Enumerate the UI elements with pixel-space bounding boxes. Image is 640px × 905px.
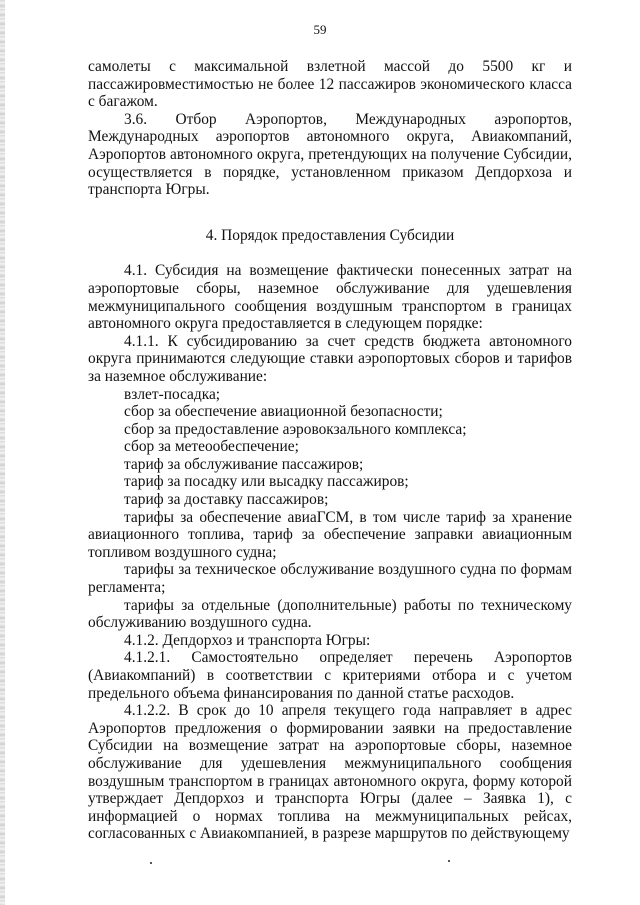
document-body: [88, 58, 572, 843]
paragraph-4-1-1: 4.1.1. К субсидированию за счет средств бюджета автономного округа принимаются следующие ставки аэропортовых сборов и тарифов за наземное обслуживание:: [88, 332, 572, 385]
paragraph-4-1-2-1: 4.1.2.1. Самостоятельно определяет перечень Аэропортов (Авиакомпаний) в соответствии с критериями отбора и с учетом предельного объема финансирования по данной статье расходов.: [88, 649, 572, 702]
list-item-long: тарифы за техническое обслуживание воздушного судна по формам регламента;: [88, 561, 572, 597]
list-item: сбор за метеообеспечение;: [124, 438, 299, 456]
scan-speck: [448, 860, 450, 862]
scan-speck: [150, 862, 152, 864]
list-item: сбор за предоставление аэровокзального комплекса;: [124, 420, 467, 438]
list-item: тариф за доставку пассажиров;: [124, 491, 329, 509]
paragraph-continuation: самолеты с максимальной взлетной массой до 5500 кг и пассажировместимостью не более 12 пассажиров экономического класса с багажом.: [88, 58, 572, 111]
section-heading: 4. Порядок предоставления Субсидии: [205, 226, 455, 244]
page-number: 59: [313, 22, 327, 37]
paragraph-4-1-2: 4.1.2. Депдорхоз и транспорта Югры:: [124, 631, 371, 649]
paragraph-4-1-2-2: 4.1.2.2. В срок до 10 апреля текущего года направляет в адрес Аэропортов предложения о формировании заявки на предоставление Субсидии на возмещение затрат на аэропортовые сборы, наземное обслуживание для удешевления межмуниципального сообщения воздушным транспортом в границах автономного округа, форму которой утверждает Депдорхоз и транспорта Югры (далее – Заявка 1), с информацией о нормах топлива на межмуниципальных рейсах, согласованных с Авиакомпанией, в разрезе маршрутов по действующему: [88, 702, 572, 843]
list-item: тариф за обслуживание пассажиров;: [124, 455, 364, 473]
scan-edge: [0, 0, 5, 905]
paragraph-3-6: 3.6. Отбор Аэропортов, Международных аэропортов, Международных аэропортов автономного округа, Авиакомпаний, Аэропортов автономного округа, претендующих на получение Субсидии, осуществляется в порядке, установленном приказом Депдорхоза и транспорта Югры.: [88, 110, 572, 199]
list-item-long: тарифы за обеспечение авиаГСМ, в том числе тариф за хранение авиационного топлива, тариф за обеспечение заправки авиационным топливом воздушного судна;: [88, 508, 572, 561]
list-item-long: тарифы за отдельные (дополнительные) работы по техническому обслуживанию воздушного судна.: [88, 596, 572, 632]
list-item: взлет-посадка;: [124, 385, 221, 403]
list-item: сбор за обеспечение авиационной безопасности;: [124, 403, 443, 421]
list-item: тариф за посадку или высадку пассажиров;: [124, 473, 409, 491]
paragraph-4-1: 4.1. Субсидия на возмещение фактически понесенных затрат на аэропортовые сборы, наземное обслуживание для удешевления межмуниципального сообщения воздушным транспортом в границах автономного округа предоставляется в следующем порядке:: [88, 262, 572, 333]
